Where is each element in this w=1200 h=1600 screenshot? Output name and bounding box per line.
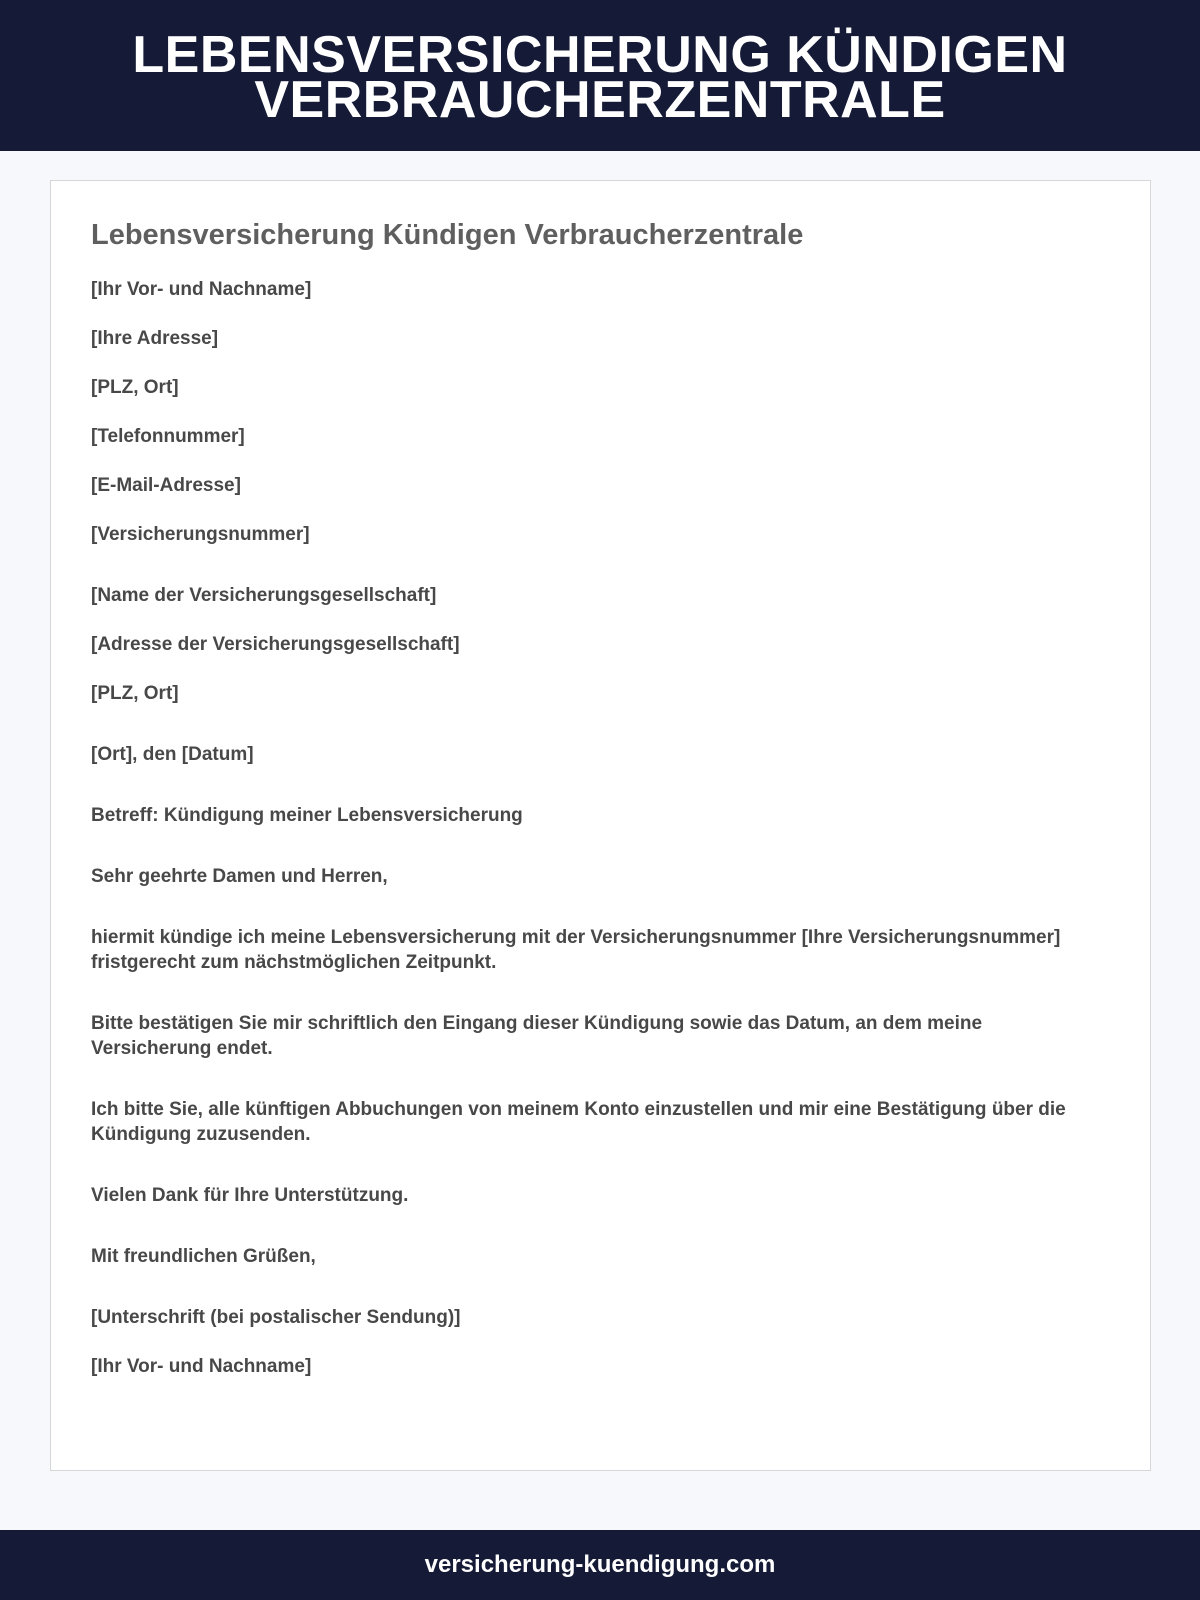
body-paragraph-4: Vielen Dank für Ihre Unterstützung. [91, 1185, 409, 1206]
recipient-plz-ort: [PLZ, Ort] [91, 683, 179, 704]
page-title-line-1: LEBENSVERSICHERUNG KÜNDIGEN [132, 25, 1068, 84]
body-paragraph-3: Ich bitte Sie, alle künftigen Abbuchungen von meinem Konto einzustellen und mir eine Bestätigung über die Kündigung zuzusenden. [91, 1099, 1066, 1145]
sender-plz-ort: [PLZ, Ort] [91, 377, 179, 398]
place-date: [Ort], den [Datum] [91, 744, 254, 765]
body-paragraph-1: hiermit kündige ich meine Lebensversicherung mit der Versicherungsnummer [Ihre Versicherungsnummer] fristgerecht zum nächstmöglichen Zeitpunkt. [91, 927, 1061, 973]
sender-name: [Ihr Vor- und Nachname] [91, 279, 312, 300]
letter-title: Lebensversicherung Kündigen Verbraucherzentrale [91, 219, 804, 251]
subject-line: Betreff: Kündigung meiner Lebensversicherung [91, 805, 523, 826]
sender-email: [E-Mail-Adresse] [91, 475, 241, 496]
footer-site-link[interactable]: versicherung-kuendigung.com [424, 1551, 776, 1578]
page-title [132, 25, 1068, 129]
body-paragraph-2: Bitte bestätigen Sie mir schriftlich den Eingang dieser Kündigung sowie das Datum, an dem meine Versicherung endet. [91, 1013, 983, 1059]
closing: Mit freundlichen Grüßen, [91, 1246, 316, 1267]
signature-placeholder: [Unterschrift (bei postalischer Sendung)] [91, 1307, 461, 1328]
recipient-address: [Adresse der Versicherungsgesellschaft] [91, 634, 460, 655]
page-title-line-2: VERBRAUCHERZENTRALE [254, 70, 946, 129]
signature-name: [Ihr Vor- und Nachname] [91, 1356, 312, 1377]
sender-address: [Ihre Adresse] [91, 328, 219, 349]
page-footer [0, 1530, 1200, 1600]
page-header [0, 0, 1200, 151]
salutation: Sehr geehrte Damen und Herren, [91, 866, 388, 887]
sender-policy-number: [Versicherungsnummer] [91, 524, 310, 545]
letter-card [50, 180, 1151, 1471]
recipient-company: [Name der Versicherungsgesellschaft] [91, 585, 437, 606]
sender-phone: [Telefonnummer] [91, 426, 245, 447]
